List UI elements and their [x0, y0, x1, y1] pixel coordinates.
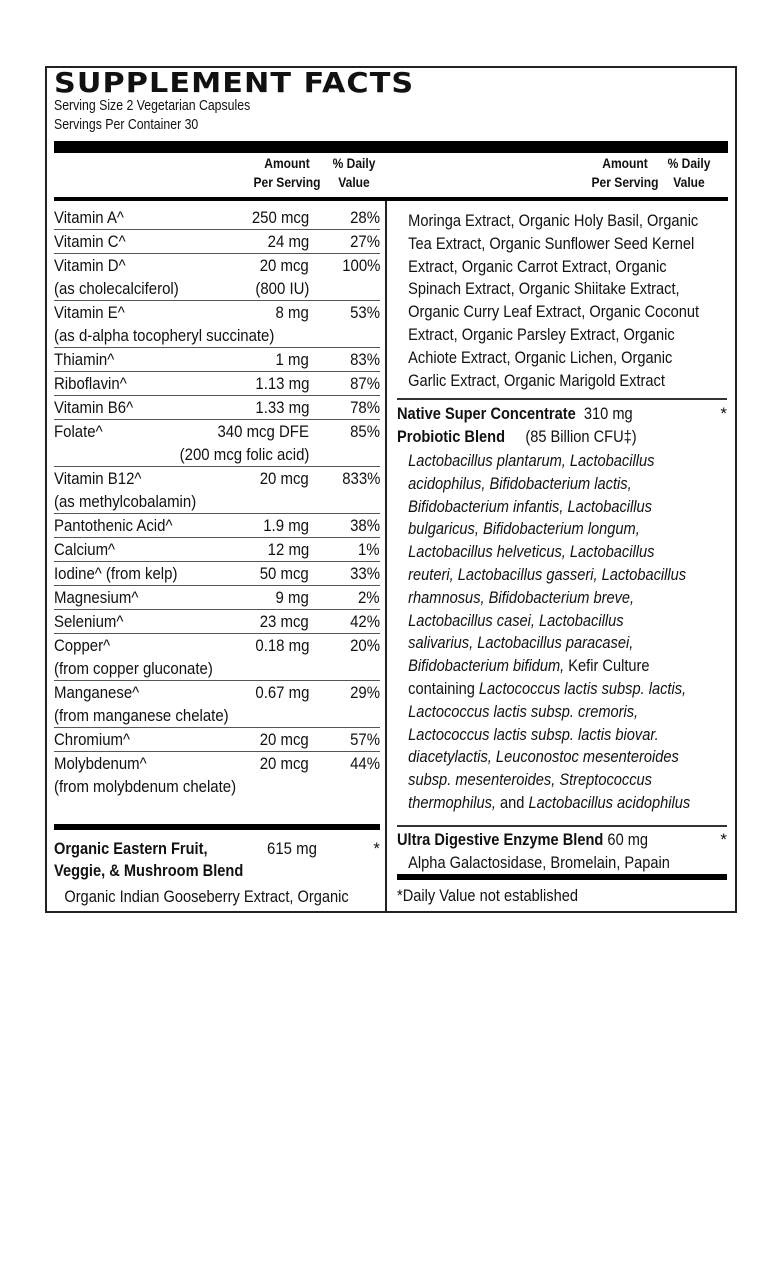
strain-line: diacetylactis, Leuconostoc mesenteroides — [408, 747, 679, 767]
nutrient-dv: 78% — [350, 398, 380, 417]
nutrient-table-bottom-rule — [54, 824, 380, 830]
nutrient-source: (as d-alpha tocopheryl succinate) — [54, 326, 275, 345]
nutrient-amount: 23 mcg — [259, 612, 309, 631]
ingredient-line: Organic Curry Leaf Extract, Organic Coconut — [408, 302, 700, 322]
nutrient-amount: 0.18 mg — [254, 636, 309, 655]
strain-italic: Lactobacillus acidophilus — [528, 792, 691, 812]
probiotic-name-line1: Native Super Concentrate — [397, 404, 576, 423]
nutrient-name: Selenium^ — [54, 612, 124, 631]
nutrient-name: Vitamin E^ — [54, 303, 125, 322]
nutrient-row-riboflavin — [54, 372, 380, 396]
nutrient-name: Copper^ — [54, 636, 111, 655]
nutrient-dv: 20% — [350, 636, 380, 655]
enzyme-amount: 60 mg — [603, 830, 649, 849]
blend-amount: 615 mg — [267, 839, 317, 858]
dv-header-line1: % Daily — [667, 155, 711, 171]
probiotic-title-line1 — [397, 402, 681, 425]
nutrient-row-vitamin-b6 — [54, 396, 380, 420]
probiotic-dv: * — [720, 404, 727, 423]
strain-line: reuteri, Lactobacillus gasseri, Lactobacillus — [408, 564, 687, 584]
nutrient-row-thiamin — [54, 348, 380, 372]
nutrient-dv: 44% — [350, 754, 380, 773]
nutrient-amount: 340 mcg DFE — [217, 422, 309, 441]
eastern-blend-bottom-rule — [397, 398, 727, 400]
nutrient-row-folate — [54, 420, 380, 467]
panel-title: SUPPLEMENT FACTS — [54, 66, 415, 99]
nutrient-amount: 20 mcg — [259, 730, 309, 749]
nutrient-row-magnesium — [54, 586, 380, 610]
nutrient-row-iodine — [54, 562, 380, 586]
nutrient-amount: 1.9 mg — [263, 516, 309, 535]
servings-per-container: Servings Per Container 30 — [54, 116, 199, 133]
nutrient-name: Vitamin D^ — [54, 256, 126, 275]
ingredient-line: Garlic Extract, Organic Marigold Extract — [408, 370, 665, 390]
nutrient-dv: 29% — [350, 683, 380, 702]
nutrient-source: (from manganese chelate) — [54, 706, 229, 725]
blend-dv: * — [373, 839, 380, 858]
nutrient-amount-alt: (800 IU) — [254, 279, 309, 298]
nutrient-amount: 12 mg — [267, 540, 309, 559]
serving-size: Serving Size 2 Vegetarian Capsules — [54, 97, 251, 114]
nutrient-row-vitamin-d — [54, 254, 380, 301]
amount-header-line1: Amount — [264, 155, 310, 171]
probiotic-name-line2: Probiotic Blend — [397, 427, 506, 446]
nutrient-row-manganese — [54, 681, 380, 728]
dv-header-left — [324, 154, 384, 192]
amount-header-line2: Per Serving — [591, 174, 659, 190]
nutrient-amount: 0.67 mg — [254, 683, 309, 702]
nutrient-name: Calcium^ — [54, 540, 116, 559]
nutrient-name: Vitamin B12^ — [54, 469, 142, 488]
column-divider — [385, 201, 387, 911]
eastern-blend-continued — [397, 210, 727, 392]
probiotic-title-line2 — [397, 425, 681, 448]
nutrient-dv: 1% — [358, 540, 380, 559]
nutrient-source: (as methylcobalamin) — [54, 492, 197, 511]
nutrient-name: Molybdenum^ — [54, 754, 147, 773]
strain-normal: Kefir Culture — [564, 656, 650, 676]
dv-header-line1: % Daily — [332, 155, 376, 171]
probiotic-cfu: (85 Billion CFU‡) — [525, 427, 637, 446]
strain-normal: containing — [408, 678, 479, 698]
nutrient-name: Iodine^ (from kelp) — [54, 564, 178, 583]
nutrient-amount: 20 mcg — [259, 256, 309, 275]
strain-line: Lactobacillus helveticus, Lactobacillus — [408, 542, 655, 562]
strain-line: salivarius, Lactobacillus paracasei, — [408, 633, 634, 653]
nutrient-name: Chromium^ — [54, 730, 131, 749]
nutrient-row-vitamin-b12 — [54, 467, 380, 514]
nutrient-row-selenium — [54, 610, 380, 634]
strain-line: Lactobacillus plantarum, Lactobacillus — [408, 451, 655, 470]
strain-line — [397, 655, 681, 678]
enzyme-dv: * — [720, 830, 727, 849]
nutrient-source: (as cholecalciferol) — [54, 279, 179, 298]
nutrient-row-vitamin-a — [54, 206, 380, 230]
nutrient-name: Folate^ — [54, 422, 103, 441]
nutrient-amount: 9 mg — [275, 588, 309, 607]
nutrient-dv: 85% — [350, 422, 380, 441]
nutrient-dv: 83% — [350, 350, 380, 369]
probiotic-bottom-rule — [397, 825, 727, 827]
dv-header-right — [659, 154, 719, 192]
blend-name-line1: Organic Eastern Fruit, — [54, 839, 208, 858]
nutrient-dv: 57% — [350, 730, 380, 749]
strain-line: subsp. mesenteroides, Streptococcus — [408, 770, 652, 790]
enzyme-title — [397, 828, 681, 851]
amount-header-line2: Per Serving — [253, 174, 321, 190]
amount-header-left — [240, 154, 335, 192]
nutrient-amount: 24 mg — [267, 232, 309, 251]
nutrient-row-vitamin-c — [54, 230, 380, 254]
nutrient-dv: 2% — [358, 588, 380, 607]
nutrient-amount: 250 mcg — [251, 208, 309, 227]
strain-normal: and — [495, 792, 529, 812]
nutrient-amount: 20 mcg — [259, 754, 309, 773]
nutrient-name: Thiamin^ — [54, 350, 115, 369]
nutrient-name: Vitamin B6^ — [54, 398, 134, 417]
nutrient-amount: 1.33 mg — [254, 398, 309, 417]
header-thick-rule — [54, 141, 728, 153]
nutrient-table — [54, 206, 380, 798]
nutrient-name: Vitamin A^ — [54, 208, 124, 227]
nutrient-dv: 833% — [341, 469, 380, 488]
nutrient-name: Magnesium^ — [54, 588, 139, 607]
nutrient-dv: 38% — [350, 516, 380, 535]
eastern-blend — [54, 838, 380, 908]
enzyme-bottom-rule — [397, 874, 727, 880]
ingredient-line: Achiote Extract, Organic Lichen, Organic — [408, 347, 673, 367]
amount-header-line1: Amount — [602, 155, 648, 171]
probiotic-blend-header — [397, 402, 727, 448]
strain-line: Bifidobacterium infantis, Lactobacillus — [408, 496, 652, 516]
nutrient-dv: 27% — [350, 232, 380, 251]
nutrient-amount: 1.13 mg — [254, 374, 309, 393]
nutrient-name: Vitamin C^ — [54, 232, 126, 251]
strain-line — [397, 678, 687, 701]
strain-line: bulgaricus, Bifidobacterium longum, — [408, 519, 640, 539]
ingredient-line: Tea Extract, Organic Sunflower Seed Kernel — [408, 233, 695, 253]
strain-line: rhamnosus, Bifidobacterium breve, — [408, 587, 635, 607]
nutrient-name: Pantothenic Acid^ — [54, 516, 173, 535]
dv-header-line2: Value — [338, 174, 370, 190]
nutrient-dv: 53% — [350, 303, 380, 322]
nutrient-dv: 33% — [350, 564, 380, 583]
nutrient-amount: 1 mg — [275, 350, 309, 369]
daily-value-footnote: *Daily Value not established — [397, 886, 578, 905]
dv-header-line2: Value — [673, 174, 705, 190]
nutrient-row-copper — [54, 634, 380, 681]
nutrient-row-calcium — [54, 538, 380, 562]
enzyme-name: Ultra Digestive Enzyme Blend — [397, 830, 604, 849]
nutrient-row-vitamin-e — [54, 301, 380, 348]
nutrient-dv: 42% — [350, 612, 380, 631]
nutrient-source: (from molybdenum chelate) — [54, 777, 237, 796]
strain-line: Lactococcus lactis subsp. lactis biovar. — [408, 724, 659, 744]
nutrient-dv: 28% — [350, 208, 380, 227]
strain-italic: Lactococcus lactis subsp. lactis, — [478, 678, 687, 698]
nutrient-amount-alt: (200 mcg folic acid) — [179, 445, 309, 464]
ingredient-line: Extract, Organic Parsley Extract, Organic — [408, 324, 675, 344]
blend-ingredients: Organic Indian Gooseberry Extract, Organic — [64, 887, 349, 906]
strain-line: acidophilus, Bifidobacterium lactis, — [408, 473, 632, 493]
enzyme-blend — [397, 828, 727, 874]
nutrient-row-pantothenic-acid — [54, 514, 380, 538]
ingredient-line: Moringa Extract, Organic Holy Basil, Organic — [408, 211, 699, 230]
strain-italic: thermophilus, — [408, 792, 496, 812]
nutrient-dv: 87% — [350, 374, 380, 393]
enzyme-ingredients: Alpha Galactosidase, Bromelain, Papain — [408, 853, 670, 872]
strain-line: Lactococcus lactis subsp. cremoris, — [408, 701, 639, 721]
blend-name-line2: Veggie, & Mushroom Blend — [54, 861, 244, 880]
nutrient-name: Manganese^ — [54, 683, 140, 702]
nutrient-dv: 100% — [341, 256, 380, 275]
nutrient-amount: 20 mcg — [259, 469, 309, 488]
header-bottom-rule — [54, 197, 728, 201]
nutrient-row-chromium — [54, 728, 380, 752]
nutrient-source: (from copper gluconate) — [54, 659, 213, 678]
supplement-facts-panel — [45, 66, 737, 913]
strain-line: Lactobacillus casei, Lactobacillus — [408, 610, 624, 630]
nutrient-amount: 8 mg — [275, 303, 309, 322]
strain-italic: Bifidobacterium bifidum, — [408, 656, 565, 676]
strain-line — [397, 792, 691, 815]
ingredient-line: Extract, Organic Carrot Extract, Organic — [408, 256, 667, 276]
probiotic-amount: 310 mg — [583, 404, 633, 423]
ingredient-line: Spinach Extract, Organic Shiitake Extract, — [408, 279, 680, 299]
probiotic-strains — [397, 450, 727, 815]
nutrient-amount: 50 mcg — [259, 564, 309, 583]
nutrient-name: Riboflavin^ — [54, 374, 127, 393]
nutrient-row-molybdenum — [54, 752, 380, 798]
